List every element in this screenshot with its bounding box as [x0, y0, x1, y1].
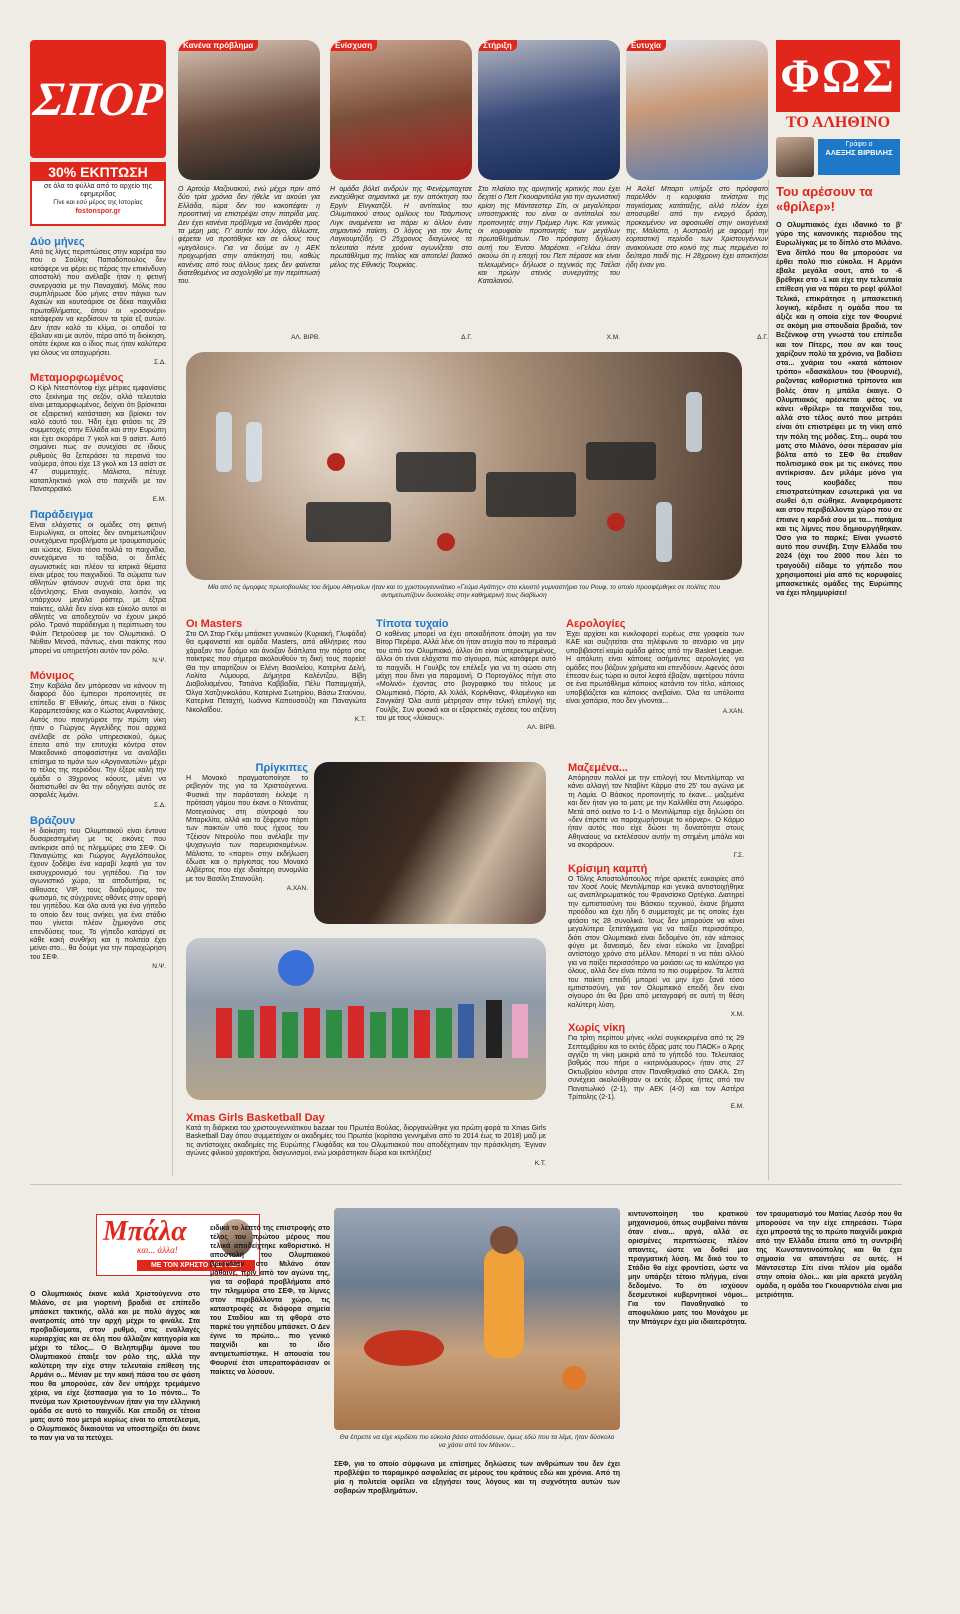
girls-basketball-photo: [186, 938, 546, 1100]
story-signature: Κ.Τ.: [534, 1159, 546, 1167]
mid-story-tipota: [376, 618, 556, 748]
brief-text: Στην Καβάλα δεν μπόρεσαν να κάνουν τη διαφορά δύο έμπειροι προπονητές σε επίπεδο Β' Εθνικής, όπως είναι ο Νίκος Καραμπετσάκης και ο Κώστας Ανφαντάκης. Αυτός που πανηγύρισε την πρώτη νίκη ήταν ο Γιώργος Αγγελίδης που αρχικά ανέλαβε σε ρόλο υπηρεσιακού, όμως έπειτα από την επιτυχία κόντρα στον Μακεδονικό αποφασίστηκε να αναλάβει επίσημα το τιμόνι των «Αργοναυτών» μέχρι το τέλος της περιόδου. Την έξερε καλή την ομάδα ο 39χρονος κόουτς, μένει να διαπιστωθεί αν θα την οδηγήσει αυτός σε ασφαλές λιμάνι.: [30, 683, 166, 800]
story-signature: ΑΛ. ΒΙΡΒ.: [291, 334, 320, 341]
player-photo: [330, 40, 472, 180]
discount-title: 30% ΕΚΠΤΩΣΗ: [32, 164, 164, 181]
story-text: Ο Τόλης Αποστολόπουλος πήρε αρκετές ευκαιρίες από τον Χοσέ Λουίς Μεντιλίμπαρ και γενικά αντιστοιχήθηκε ως αναπληρωματικός του Φρανσίσκο Ορτέγκα. Διατηρεί την εμπιστοσύνη του Βάσκου τεχνικού, έκανε βήματα προόδου και έχει ήδη 6 συμμετοχές με τις οποίες έχει φτάσει τις 28 συνολικά. Ίσως δεν μπορούσε να κάνει μεγαλύτερα ξεπετάγματα για να παίξει περισσότερο, διότι στον Ολυμπιακό είναι δεδομένο ότι, εάν κάποιος φύγει με δανεισμό, δεν είναι εύκολο να ξαναβρεί αντίστοιχο χρόνο στο μέλλον. Μπορεί τι να πάει αλλού για να παίξει περισσότερο να μοιάσει ως το καλύτερο για όλους, αλλά δεν είναι πάντα το πιο συμφέρον. Τα λεπτά του παίκτη επειδή μπορεί να μην έχει ξανά τόσο εμπιστοσύνη, για τον Ολυμπιακό επειδή δεν είναι σίγουρο ότι θα βρει από μεταγραφή σε αυτή τη θέση καλύτερη λύση.: [568, 875, 744, 1009]
column-divider: [172, 236, 173, 1176]
right-mid-column: [568, 762, 744, 1182]
top-story-3: [478, 40, 620, 340]
story-title: Πρίγκιπες: [255, 762, 308, 774]
player-photo: [178, 40, 320, 180]
brief-paradeigma: [30, 509, 166, 665]
story-text: Έχει αρχίσει και κυκλοφορεί ευρέως στα γραφεία των ΚΑΕ και συζητείται στα τηλέφωνα το σενάριο να μην υποβιβαστεί καμία ομάδα φέτος από την Basket League. Η απόλυτη είναι κάποιες ασήμαντες αερολογίες για ομάδες που βάζουν χρήματα και επενδύουν. Αφενός όσοι έπεσαν έως τώρα κι αυτοί λεφτά έβαζαν, αφετέρου πάντα σε ένα πρωτάθλημα κάποιος κατάντα τον τίτλο, κάποιος υποβιβάζεται και κάποιος ανεβαίνει. Όλα τα υπόλοιπα είναι χαπάρια, που δεν γίνονται...: [566, 631, 744, 706]
column-divider: [768, 180, 769, 1180]
story-pringipes: [186, 762, 308, 928]
brief-signature: Σ.Δ.: [154, 801, 166, 809]
brand-line1: Μπάλα: [103, 1216, 187, 1247]
story-text: Ο Αρτούρ Μαζουακού, ενώ μέχρι πριν από δύο τρία χρόνια δεν ήθελε να ακούει για Ελλάδα, τώρα δεν του κακοπέφτει η προοπτική να επιστρέψει στην πατρίδα μας. Δεν έχει κανένα πρόβλημα να ξανάρθει προς τα μέρη μας. Γι' αυτόν τον λόγο, άλλωστε, φέρεται να προτάθηκε και σε όλους τους «μεγάλους». Για να δούμε αν η ΑΕΚ προχωρήσει στην απόκτησή του, καθώς κανένας από τους άλλους τρεις δεν φαίνεται διατεθειμένος να ασχοληθεί με την περίπτωσή του.: [178, 186, 320, 286]
tag-label: Στήριξη: [478, 40, 517, 51]
story-signature: ΑΛ. ΒΙΡΒ.: [527, 724, 556, 732]
story-text: Στο πλαίσιο της αρνητικής κριτικής που έχει δεχτεί ο Πεπ Γκουαρντιόλα για την αγωνιστική κρίση της Μάντσεστερ Σίτι, οι μεγαλύτεροι υποστηρικτές του είναι οι αντίπαλοί του προπονητές στην Πρέμιερ Λιγκ. Και γενικώς οι κορυφαίοι προπονητές των μεγάλων πρωταθλημάτων. Πιο πρόσφατη δήλωση αυτή του Έντσο Μαρέσκα. «Γελάω όταν ακούω ότι η εποχή του Πεπ πέρασε και είναι τελειωμένος» δήλωσε ο τεχνικός της Τσέλσι και πρώην στενός συνεργάτης του Καταλανού.: [478, 186, 620, 286]
tag-label: Ενίσχυση: [330, 40, 377, 51]
bottom-photo-caption: Θα έπρεπε να είχε κερδίσει πιο εύκολα βάσει αποδόσεων, όμως εδώ που τα λέμε, ήταν δύσκολο να χάσει από τον Μάνιον...: [339, 1434, 615, 1449]
author-avatar: [776, 137, 814, 177]
story-signature: Ε.Μ.: [730, 1103, 744, 1111]
tag-label: Ευτυχία: [626, 40, 666, 51]
top-story-1: [178, 40, 320, 340]
story-title: Τίποτα τυχαίο: [376, 618, 449, 630]
feature-photo-caption: Μία από τις όμορφες πρωτοβουλίες του δήμου Αθηναίων ήταν και το χριστουγεννιάτικο «Γεύμα Αγάπης» στο κλειστό γυμναστήριο του Ρουφ, το οποίο προσφέρθηκε σε πολίτες που αντιμετωπίζουν δυσκολίες στην καθημερινή τους διαβίωση: [207, 584, 721, 599]
story-text: Η Μονακό πραγματοποίησε το ρεβεγιόν της για τα Χριστούγεννα. Φυσικά την παράσταση έκλεψε η πρόταση γάμου που έκανε ο Ντονάτας Μοτεγιούνας στη σύντροφό του Μπαρκλίτα, αλλά και το ξέφρενο πάρτι των παικτών υπό τους ήχους του Τζέισον Ντερούλο που ανέλαβε την ψυχαγωγία των παρευρισκομένων. Μάλιστα, το «παρτι» στην εκδήλωση έδωσε και ο πρίγκιπας του Μονακό Αλβέρτος που είχε ιδιαίτερη συνομιλία με τον Βασίλη Σπανούλη.: [186, 775, 308, 883]
story-signature: Δ.Γ.: [757, 334, 768, 341]
kids-group-illustration: [186, 938, 546, 1100]
story-text: Στο ΟΛ Σταρ Γκέιμ μπάσκετ γυναικών (Κυριακή, Γλυφάδα) θα εμφανιστεί και ομάδα Masters, από αθλήτριες που χάραξαν τον δρόμο και άνοιξαν διάπλατα την πόρτα στις παίκτριες που σήμερα ακολουθούν τη δική τους πορεία! Θα την απαρτίζουν οι Ελένη Βασιλείου, Κατερίνα Δελή, Λολίτα Λύμουρα, Δήμητρα Καλέντζου, Βίβη Διαβολιαμένου, Τατιάνα Καββαδία, Πέλυ Παπαμιχαήλ, Όλγα Χατζηνικολάου, Κατερίνα Σωτηρίου, Βάσω Σταύνου, Κατερίνα Πεταχτή, Ιωάννα Καπουσούζη και Παναγιώτα Νικολαΐδου.: [186, 631, 366, 714]
top-story-4: [626, 40, 768, 340]
brief-signature: Ε.Μ.: [152, 495, 166, 503]
discount-text: σε όλα τα φύλλα από το αρχείο της εφημερίδας: [44, 183, 152, 198]
logo-text: ΣΠΟΡ: [31, 72, 165, 126]
discount-sub: Γίνε και εσύ μέρος της Ιστορίας: [53, 199, 143, 206]
story-text: Η Άσλεϊ Μπαρτι υπήρξε στο πρόσφατο παρελθόν η κορυφαία τενίστρια της παγκόσμιας κατάταξης, αλλά πλέον έχει αποσυρθεί από την ενεργό δράση, προκειμένου να αφοσιωθεί στην οικογένειά της. Μάλιστα, η Αυστραλή με αφορμή την εορταστική περίοδο των Χριστουγέννων ανακοίνωσε στο κοινό της πως περιμένει το δεύτερο παιδί της. Η 28χρονη έχει αποκτήσει ήδη έναν γιο.: [626, 186, 768, 269]
brief-title: Βράζουν: [30, 814, 76, 827]
section-divider: [30, 1184, 902, 1185]
story-signature: Χ.Μ.: [730, 1011, 744, 1019]
story-title: Xmas Girls Basketball Day: [186, 1112, 325, 1124]
brief-vrazoun: [30, 815, 166, 971]
brief-dyo-mines: [30, 236, 166, 366]
monaco-couple-photo: [314, 762, 546, 924]
players-illustration: [334, 1208, 620, 1430]
brief-monimos: [30, 670, 166, 809]
brief-text: Είναι ελάχιστες οι ομάδες στη φετινή Ευρωλίγκα, οι οποίες δεν αντιμετωπίζουν συνεχόμενα προβλήματα με τραυματισμούς και ιώσεις. Είναι τόσα πολλά τα παιχνίδια, συνεχόμενα τα ταξίδια, οι διπλές αγωνιστικές και πλέον τα ιατρικά θέματα είναι μέρος του παιχνιδιού. Τα σώματα των αθλητών φτάνουν συχνά στα όρια της εξάντλησης. Είναι αναγκαίο, λοιπόν, να υπάρχουν μεγάλα ρόστερ, με έξτρα παίκτες, αλλά δεν είναι και εύκολο αυτοί οι αθλητές να αποδεχτούν να έχουν μικρό ρόλο. Τρανό παράδειγμα η περίπτωση του Φιλίπ Πετρούσεφ με τον Ολυμπιακό. Ο Νέιθαν Μενσά, πάντως, είναι παίκτης που μπορεί να υπηρετήσει αυτόν τον ρόλο.: [30, 521, 166, 655]
story-title: Κρίσιμη καμπή: [568, 862, 648, 875]
site-link[interactable]: fostonspor.gr: [75, 208, 121, 215]
story-signature: Γ.Σ.: [733, 851, 744, 859]
bottom-col-2: ειδικά το λεπτό της επιστροφής στο τέλος του πρώτου μέρους που τελικά αποδείχτηκε καθοριστικό. Η αποστολή του Ολυμπιακού βρισκόταν στο Μιλάνο όταν μάθαινε, πριν από τον αγώνα της, για τα σοβαρά προβλήματα από την πλημμύρα στο ΣΕΦ, τα λίμνες στον περιβάλλοντα χώρο, τις καταστροφές σε διάφορα σημεία του Σταδίου και τη φθορά στο παρκέ του γηπέδου μπάσκετ. Ο Δεν έγινε το πρώτο... πιο γενικό παιχνίδι και το ίδιο αντιμετωπίστηκε. Η απουσία του Φουρνιέ έτσι υπεραποφάσισαν οι παίκτες να λύσουν.: [210, 1225, 330, 1376]
brief-signature: Σ.Δ.: [154, 359, 166, 367]
bottom-col-5: τον τραυματισμό του Ματίας Λεσόρ που θα μπορούσε να την είχε επηρεάσει. Τώρα έχει μπροστά της το πρώτο παιχνίδι μακριά από την Ελλάδα έπειτα από τη συντριβή της Κωνσταντινούπολης και θα έχει σημασία να απαντήσει σε αυτές. Η Μάντσεστερ Σίτι είναι πλέον μία ομάδα στην οποία όλοι... και μία αρκετά μεγάλη ομάδα, η ομάδα του Γκουαρντιόλα είναι μια μετριότητα.: [756, 1211, 902, 1299]
story-signature: Δ.Γ.: [461, 334, 472, 341]
story-text: Απόρησαν πολλοί με την επιλογή του Μεντιλίμπαρ να κάνει αλλαγή τον Νταβίντ Κάρμο στο 25' του αγώνα με τη Λαμία. Ο Βάσκος προπονητής το έκανε... μαζεμένα και δεν ήταν για το ματς με την Καλλιθέα στη Λεωφόρο. Μετά από εκείνο το 1-1 ο Μεντιλίμπαρ είχε δηλώσει ότι «δεν έπρεπε να παραχωρήσουμε το κόρνερ». Ο Κάρμο ήταν αυτός που είχε δώσει τη δυνατότητα στους Αθηναίους να εκτελέσουν αυτήν τη στημένη μπάλα και να σκοράρουν.: [568, 775, 744, 850]
story-title: Οι Masters: [186, 618, 243, 630]
byline-label: Γράφει ο: [845, 141, 873, 148]
bottom-col-4: κιντυνοποίηση του κρατικού μηχανισμού, όπως συμβαίνει πάντα όταν είναι... αργά, αλλά σε ορισμένες περιπτώσεις πλέον απαντες, ώστε να δοθεί μια πραγματική λύση. Με δικό του το Στάδιο θα είχε φροντίσει, ώστε να μην υπάρξει τέτοιο πλήγμα, είναι δεδομένο. Το ότι ισχύουν δεσμευτικοί κυβερνητικοί νόμοι... Για τον Παναθηναϊκό το αποφυλάκιο ματς του Μονάχου με την Μπάγερν έχει μία ιδιαιτερότητα.: [628, 1211, 748, 1326]
brief-text: Από τις λίγες περιπτώσεις στην καριέρα του που ο Σούλης Παπαδόπουλος δεν κατάφερε να φέρει εις πέρας την επικίνδυνη αποστολή που ανέλαβε ήταν η φετινή συνεργασία με την Παναχαϊκή. Μόλις που συμπλήρωσε δύο μήνες στον πάγκο των Αχαιών και κουτσάρισε σε δέκα παιχνίδια πρωταθλήματος, όπου οι «ροσονέρι» κατάφεραν να κερδίσουν τα τρία εξ αυτών. Δεν ήταν καλό το κλίμα, οι οπαδοί τα έβαλαν και με αυτόν, πέρα από τη διοίκηση, οπότε έκρινε και ο ίδιος πως ήταν καλύτερα για όλους να αποχωρήσει.: [30, 249, 166, 357]
story-signature: Χ.Μ.: [606, 334, 620, 341]
fos-text: Ο Ολυμπιακός έχει ιδανικό το β' γύρο της κανονικής περιόδου της Ευρωλίγκας με το δίπλό στο Μιλάνο. Ένα δίπλό που θα μπορούσε να έρθει πολύ πιο εύκολα. Η Αρμάνι έβαλε μεγάλα σουτ, από το -6 βρέθηκε στο -1 και είχε την τελευταία επίθεση για να πάρει το ρεφ! φύλλο! Τελικά, επικράτησε η μπασκετική λογική, κέρδισε η ομάδα που τα άξιζε και η οποία είχε τον Φουρνιέ σε ακόμη μια σπουδαία βραδιά, τον Βεζένκοφ στη γνωστά του επίπεδα και τον Πίτερς, που αν και τους χαρίζουν πολύ τα χρόνια, να βαδίσει στα... χνάρια του «κατά κάποιον τρόπο» «δασκάλου» του (Φουρνιέ), ραζοντας καθοριστικά τρίποντα και βολές όταν η μπάλα έκαιγε. Ο Ολυμπιακός αρέσκεται φέτος να κάνει «θρίλερ» τα παιχνίδια του, αλλά στο τέλος αυτό που μετράει είναι ότι επιστρέφει με τη νίκη από την πόλη της μόδας. Στη... ουρά του ματς στο Μιλάνο, όσοι πέρασαν μία βόλτα από το ΣΕΦ θα έπαθαν πολιτισμικό σοκ με τις εικόνες που αντίκρισαν. Δεν μιλάμε μόνο για τους κουβάδες που επιστρατεύτηκαν εσωτερικά για να σωθεί ό,τι σώθηκε. Αναφερόμαστε και στον περιβάλλοντα χώρο που σε έπιανε η καρδιά σου με τα... ποτάμια και τις λίμνες που δημιουργήθηκαν. Όσο για το παρκέ; Είναι γνωστό αυτό που συνέβη. Στην Ελλάδα του 2024 (όχι του 2000 που λέει το τραγούδι) είδαμε το γήπεδο που χρησιμοποιεί μία από τις κορυφαίες μπασκετικές ομάδες της Ευρώπης να έχει πλημμυρίσει!: [776, 220, 902, 598]
basketball-match-photo: [334, 1208, 620, 1430]
story-signature: Α.ΧΑΝ.: [722, 707, 744, 715]
story-text: Ο καθένας μπορεί να έχει οποιαδήποτε άποψη για τον Βίτορ Περέιρα. Αλλά λένε ότι ήταν ατυχία που το πέρασμά του από τον Ολυμπιακό, άλλοι ότι είναι υπερεκτιμημένος, άλλοι ότι είναι ελάχιστα πιο σίγουρα, πώς κατάφερε αυτό το παιχνίδι. Η Γουλβς τον επέλεξε για να τη σώσει στη μάχη που δίνει για παραμονή. Ο Πορτογάλος πήγε στο «Μολινό» έχοντας στο βιογραφικό του τίτλους με Ολυμπιακό, Πόρτο, Αλ Χιλάλ, Κορίνθιανς, Φλαμένγκο και Σανγκάη! Όλα αυτά μέτρησαν στην τελική επιλογή της Γουλβς. Συν φυσικά και οι εξαιρετικές σχέσεις του ατζέντη του με τους «λύκους».: [376, 631, 556, 723]
brief-text: Ο Κίρλ Ντεσπόντοφ είχε μέτριες εμφανίσεις στο ξεκίνημα της σεζόν, αλλά τελευταία είναι μεταμορφωμένος, δείχνει ότι βρίσκεται σε εξαιρετική κατάσταση και βρίσκει τον καλό εαυτό του. Ήδη έχει φτάσει τις 29 συμμετοχές στην Ελλάδα και στην Ευρώπη και έχει σκοράρει 7 γκολ και 9 ασίστ. Αυτό σημαίνει πως αν συνεχίσει σε ίδιους ρυθμούς θα ξεπεράσει τα περσινά του νούμερα, όπου είχε 13 γκολ και 13 ασίστ σε 47 συμμετοχές. Μάλιστα, πέτυχε καταπληκτικό γκολ στο παιχνίδι με τον Πανσερραϊκό.: [30, 385, 166, 494]
story-signature: Α.ΧΑΝ.: [286, 885, 308, 893]
brief-signature: Ν.Ψ.: [152, 657, 166, 665]
left-column: [30, 236, 166, 1176]
fos-subtitle: ΤΟ ΑΛΗΘΙΝΟ: [785, 114, 891, 131]
story-text: Κατά τη διάρκεια του χριστουγεννιάτικου bazaar του Πρωτέα Βούλας, διοργανώθηκε για πρώτη φορά το Xmas Girls Basketball Day όπου συμμετείχαν οι ακαδημίες του Πρωτέα (κορίτσια γεννημένα από το 2014 έως το 2018) μαζί με τις αντίστοιχες ακαδημίες της Ευρώπης Γλυφάδας και του Ολυμπιακού που αποδέχτηκαν την πρόσκληση. Έγιναν αγώνες φιλικού χαρακτήρα, διαγωνισμοί, ενώ μοιράστηκαν δώρα και εκπλήξεις!: [186, 1125, 546, 1158]
story-title: Αερολογίες: [566, 618, 626, 630]
brief-text: Η διοίκηση του Ολυμπιακού είναι έντονα δυσαρεστημένη με τις εικόνες που αντίκρισε από τις πλημμύρες στο ΣΕΦ. Οι Παναγιώτης και Γιώργος Αγγελόπουλος έχουν ξοδέψει ένα καραβί λεφτά για τον εκσυγχρονισμό του γηπέδου. Για τον αγωνιστικό χώρο, τα αποδυτήρια, τις αίθουσες VIP, τους διαδρόμους, τον φωτισμό, τις σύγχρονες οθόνες στην οροφή του γηπέδου. Και όλα αυτά για ένα γήπεδο το οποίο δεν τους ανήκει, για ένα στάδιο που γίνεται πλέον ζημιογόνο στις επενδύσεις τους. Το γήπεδο κατάργεί σε κάθε κακή συνθήκη και η πολιτεία έχει μείνει στο... θα δούμε για την παραχώρηση του ΣΕΦ.: [30, 827, 166, 961]
masthead-logo: [30, 40, 166, 158]
story-title: Χωρίς νίκη: [568, 1022, 626, 1035]
mid-story-aerologies: [566, 618, 744, 748]
byline-name: ΑΛΕΞΗΣ ΒΙΡΒΙΛΗΣ: [825, 148, 893, 157]
fos-byline: [776, 136, 900, 178]
bottom-col-3: ΣΕΦ, για το οποίο σύμφωνα με επίσημες δηλώσεις των ανθρώπων του δεν έχει προβλέψει το παραμικρό ασφαλείας σε μέρους του κράτους εδώ και χρόνια. Από τη μία η πολιτεία οφείλει να εξηγήσει τους λόγους και τη συχνότητα αυτών των σοβαρών προβλημάτων.: [334, 1461, 620, 1495]
story-signature: Κ.Τ.: [354, 716, 366, 724]
brief-title: Μόνιμος: [30, 670, 75, 683]
fos-logo: [776, 40, 900, 112]
brief-title: Μεταμορφωμένος: [30, 372, 124, 385]
fos-headline: Του αρέσουν τα «θρίλερ»!: [776, 184, 873, 214]
charity-meal-photo: [186, 352, 742, 580]
story-text: Η ομάδα βόλεϊ ανδρών της Φενέρμπαχτσε ενισχύθηκε σημαντικά με την απόκτηση του Εργίν Εϊνγκατζέλ. Η αντίπαλος του Ολυμπιακού στους ομίλους του Τσάμπιονς Λιγκ αναμένεται να πάρει κι άλλον έναν σημαντικό παίκτη. Ο λόγος για τον Αντις Λαγκουμτζίδη. Ο 25χρονος διαγώνιος τα τελευταία πέντε χρόνια αγωνίζεται στο πρωτάθλημα της Ιταλίας και αποτελεί βασικό μέλος της Εθνικής Τουρκίας.: [330, 186, 472, 269]
brief-title: Παράδειγμα: [30, 508, 93, 521]
brand-byline: ΜΕ ΤΟΝ ΧΡΗΣΤΟ ΜΕΓΓΙΔΗ: [137, 1260, 255, 1271]
bottom-col-1: Ο Ολυμπιακός έκανε καλά Χριστούγεννα στο Μιλάνο, σε μια γιορτινή βραδιά σε επίπεδο μπάσκετ τακτικής, αλλά και με πολύ άγχος και ανατροπές από την αρχή μέχρι το φινάλε. Στα προβαδίσματα, στον ρυθμό, στις εναλλαγές κυριαρχίας και σε όλη που άλλαζαν κατηγορία και μέχρι το τέλος... Ο Βεληπιμβιμ άμυνα του Ολυμπιακού έπαιξε τον ρόλο της, αλλά την καλύτερη την είχε στην τελευταία επίθεση της Αρμάνι ο... Μένιαν με την κακή πάσα του σε φάση που θα μπορούσε, εάν δεν υπήρχε τρεμάμενο χέρια, να είχε ξέσπασμα για το 1ο πόντο... Το πνεύμα των Χριστουγέννων ήταν για την ελληνική ομάδα σε αυτό το παιχνίδι. Και επειδή σε τέτοια ματς αυτό που μετρά κυρίως είναι το αποτέλεσμα, ο Ολυμπιακός δικαιούται να υποστηρίξει ότι έκανε το παν για να τα πετύχει.: [30, 1291, 200, 1442]
food-trays-illustration: [186, 352, 742, 580]
brief-metamorfomenos: [30, 372, 166, 502]
top-story-2: [330, 40, 472, 340]
coaches-photo: [478, 40, 620, 180]
tag-label: Κανένα πρόβλημα: [178, 40, 258, 51]
story-title: Μαζεμένα...: [568, 762, 628, 774]
brief-signature: Ν.Ψ.: [152, 963, 166, 971]
discount-box[interactable]: [30, 162, 166, 226]
brief-title: Δύο μήνες: [30, 236, 85, 248]
brand-line2: και... άλλα!: [137, 1245, 178, 1255]
tennis-player-photo: [626, 40, 768, 180]
story-xmas: [186, 1112, 546, 1172]
fos-logo-text: ΦΩΣ: [780, 49, 896, 103]
story-text: Για τρίτη περίπου μήνες «κλεί συγκεκριμένα από τις 29 Σεπτεμβρίου και το εκτός έδρας ματς του ΠΑΟΚ» ο Άρης αγγίζει τη νίκη μακριά από το γήπεδό του. Τελευταίος βαθμός που πήρε ο «κιτρινόμαυρος» ήταν στις 27 Οκτωβρίου κόντρα στον Παναθηναϊκό στο ΟΑΚΑ. Στη συνέχεια ακολούθησαν οι εκτός έδρας ήττες από τον Πανατωλικό (2-1), την ΑΕΚ (4-0) και τον Αστέρα Τρίπολης (2-1).: [568, 1035, 744, 1101]
mid-story-masters: [186, 618, 366, 748]
